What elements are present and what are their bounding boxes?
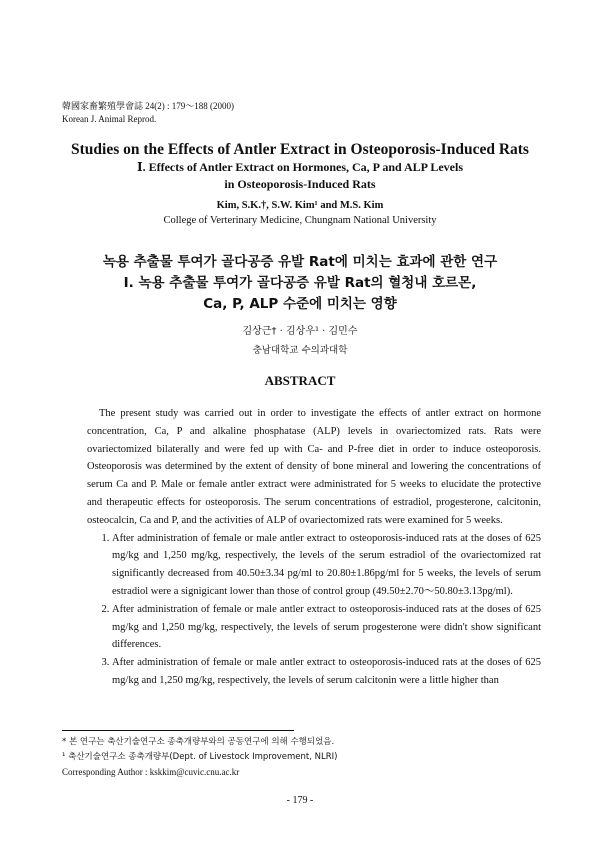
abstract-intro: The present study was carried out in order to investigate the effects of antler extract on hormone concentration, Ca, P and alkaline phosphatase (ALP) levels in ovariectomized rats. Rats were ovariectomized bilaterally and were fed up with Ca- and P-free diet in order to induce osteoporosis. Osteoporosis was determined by the extent of density of bone mineral and lowering the concentrations of serum Ca and P. Male or female antler extract were administrated for 5 weeks to elucidate the protective and therapeutic effects for osteoporosis. The serum concentrations of estradiol, progesterone, calcitonin, osteocalcin, Ca and P, and the activities of ALP of ovariectomized rats were examined for 5 weeks. [87, 408, 541, 526]
abstract-body [87, 405, 541, 690]
footnotes [62, 735, 338, 780]
journal-header [62, 100, 234, 126]
footnote-divider [62, 730, 294, 731]
english-title-block [0, 141, 600, 228]
page-number: - 179 - [286, 795, 314, 806]
paper-subtitle-line-1: Ⅰ. Effects of Antler Extract on Hormones, Ca, P and ALP Levels [136, 160, 464, 174]
abstract-finding-1: 1. After administration of female or male antler extract to osteoporosis-induced rats at the doses of 625 mg/kg and 1,250 mg/kg, respectively, the levels of the serum estradiol of the ovariectomized rat significantly decreased from 40.50±3.34 pg/ml to 20.80±1.86pg/ml for 5 weeks, the levels of serum estradiol were a signigicant lower than those of control group (49.50±2.70～50.80±3.13pg/ml). [112, 530, 541, 601]
abstract-finding-3: 3. After administration of female or male antler extract to osteoporosis-induced rats at the doses of 625 mg/kg and 1,250 mg/kg, respectively, the levels of serum calcitonin were a little higher than [112, 654, 541, 690]
footnote-funding: * 본 연구는 축산기술연구소 종축개량부와의 공동연구에 의해 수행되었음. [62, 737, 335, 747]
korean-affiliation: 충남대학교 수의과대학 [252, 345, 348, 356]
abstract-findings-list [87, 530, 541, 690]
paper-authors: Kim, S.K.†, S.W. Kim¹ and M.S. Kim [216, 200, 384, 211]
korean-title-block [0, 252, 600, 358]
footnote-corresponding-author: Corresponding Author : kskkim@cuvic.cnu.ac.kr [62, 767, 240, 777]
paper-title: Studies on the Effects of Antler Extract in Osteoporosis-Induced Rats [71, 141, 529, 158]
journal-citation: 韓國家畜繁殖學會誌 24(2) : 179～188 (2000) [62, 101, 234, 111]
abstract-heading: ABSTRACT [264, 373, 336, 388]
korean-title-line-3: Ca, P, ALP 수준에 미치는 영향 [203, 296, 397, 312]
journal-english-name: Korean J. Animal Reprod. [62, 114, 157, 124]
paper-subtitle-line-2: in Osteoporosis-Induced Rats [224, 177, 376, 191]
paper-affiliation: College of Verterinary Medicine, Chungnam National University [163, 215, 437, 226]
korean-authors: 김상근† · 김상우¹ · 김민수 [242, 326, 358, 337]
abstract-finding-2: 2. After administration of female or male antler extract to osteoporosis-induced rats at the doses of 625 mg/kg and 1,250 mg/kg, respectively, the levels of serum progesterone were didn't show significant differences. [112, 601, 541, 654]
korean-title-line-1: 녹용 추출물 투여가 골다공증 유발 Rat에 미치는 효과에 관한 연구 [102, 254, 498, 270]
footnote-affiliation: ¹ 축산기술연구소 종축개량부(Dept. of Livestock Improvement, NLRI) [62, 752, 338, 762]
korean-title-line-2: Ⅰ. 녹용 추출물 투여가 골다공증 유발 Rat의 혈청내 호르몬, [123, 275, 477, 291]
